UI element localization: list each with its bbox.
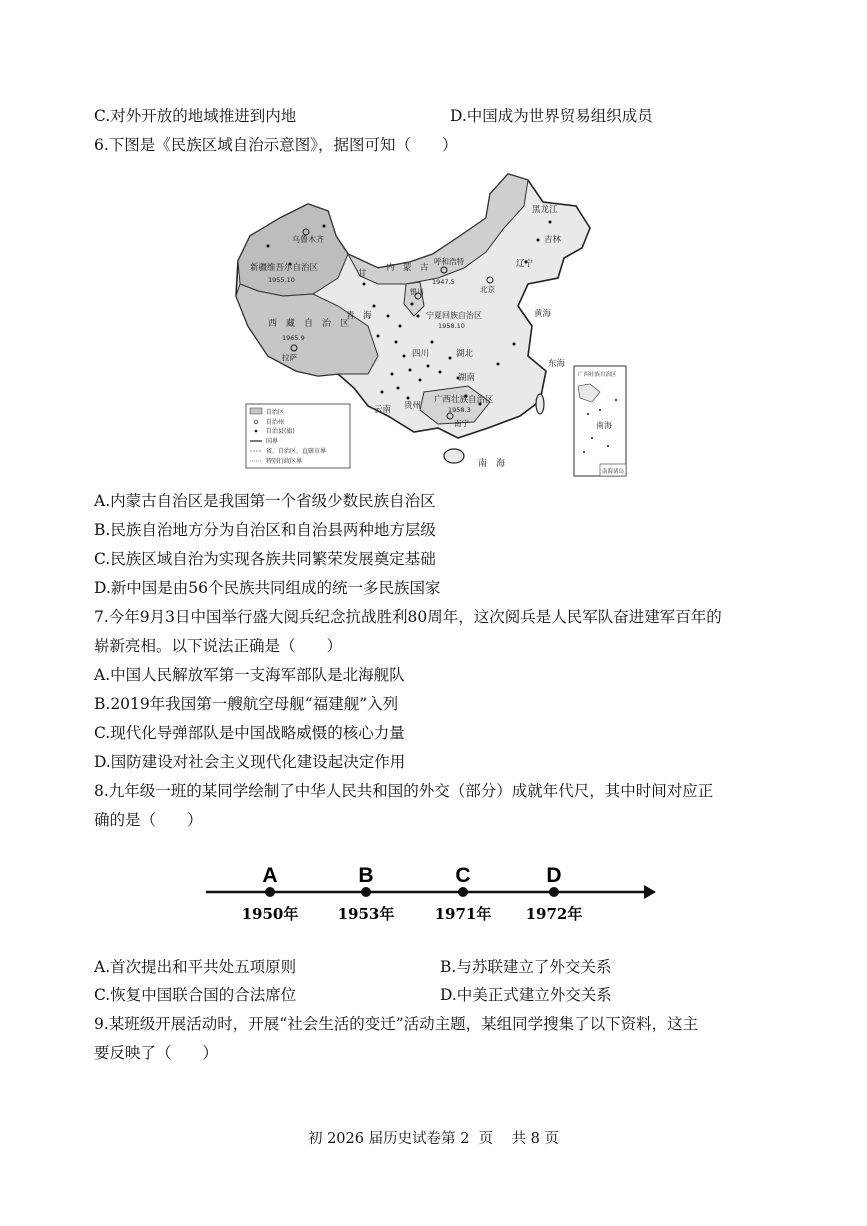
map-label-lhasa: 拉萨 xyxy=(282,353,297,362)
legend-item-province-border: 省、自治区、直辖市界 xyxy=(266,448,327,455)
timeline-letter-b: B xyxy=(358,864,374,887)
inset-box-label: 南海诸岛 xyxy=(602,469,625,475)
taiwan-island xyxy=(536,394,544,414)
timeline-year-c: 1971年 xyxy=(434,905,492,923)
map-label-gansu: 甘 xyxy=(358,269,367,279)
map-label-qinghai: 青 海 xyxy=(346,311,372,321)
map-label-tibet-year: 1965.9 xyxy=(282,334,305,342)
timeline-point-b xyxy=(361,887,371,897)
map-label-ningxia-year: 1958.10 xyxy=(438,322,465,330)
map-label-guangxi: 广西壮族自治区 xyxy=(434,395,494,405)
timeline-point-d xyxy=(549,887,559,897)
diplomacy-timeline xyxy=(200,856,660,936)
map-label-yunnan: 云南 xyxy=(374,405,392,415)
ethnic-autonomy-map xyxy=(228,166,628,478)
q9-stem-line1: 9.某班级开展活动时，开展“社会生活的变迁”活动主题，某组同学搜集了以下资料，这主 xyxy=(94,1015,699,1033)
map-label-nanhai: 南 海 xyxy=(478,459,506,469)
q7-option-a: A.中国人民解放军第一支海军部队是北海舰队 xyxy=(94,666,405,684)
timeline-year-b: 1953年 xyxy=(337,905,395,923)
map-label-inner-mongolia: 内 蒙 古 xyxy=(386,263,429,273)
q8-stem-line2: 确的是（ ） xyxy=(94,811,203,829)
map-label-guangxi-year: 1958.3 xyxy=(448,406,471,414)
map-label-tibet: 西 藏 自 治 区 xyxy=(268,319,350,329)
map-label-nanning: 南宁 xyxy=(454,419,469,428)
q9-stem-line2: 要反映了（ ） xyxy=(94,1044,219,1062)
timeline-point-c xyxy=(458,887,468,897)
map-label-jilin: 吉林 xyxy=(544,235,562,245)
legend-item-prefecture: 自治州 xyxy=(266,419,285,426)
q8-option-a: A.首次提出和平共处五项原则 xyxy=(94,958,297,976)
legend-item-sar-border: 特别行政区界 xyxy=(266,458,303,465)
hainan-island xyxy=(444,449,464,463)
map-label-hohhot: 呼和浩特 xyxy=(434,257,464,266)
timeline-letter-a: A xyxy=(262,864,278,887)
legend-item-border: 国界 xyxy=(266,438,279,445)
q6-stem: 6.下图是《民族区域自治示意图》，据图可知（ ） xyxy=(94,136,458,154)
map-label-yinchuan: 银川 xyxy=(410,288,424,296)
q5-option-d: D.中国成为世界贸易组织成员 xyxy=(450,107,653,125)
legend-item-region: 自治区 xyxy=(266,409,285,416)
q6-option-b: B.民族自治地方分为自治区和自治县两种地方层级 xyxy=(94,521,436,539)
q6-option-a: A.内蒙古自治区是我国第一个省级少数民族自治区 xyxy=(94,492,436,510)
timeline-arrowhead xyxy=(644,885,656,899)
q7-stem-line1: 7.今年9月3日中国举行盛大阅兵纪念抗战胜利80周年，这次阅兵是人民军队奋进建军百年的 xyxy=(94,608,722,626)
map-label-xinjiang-year: 1955.10 xyxy=(268,276,295,284)
page-footer: 初 2026 届历史试卷第 2 页 共 8 页 xyxy=(307,1131,560,1147)
map-label-im-year: 1947.5 xyxy=(432,278,455,286)
q6-option-c: C.民族区域自治为实现各族共同繁荣发展奠定基础 xyxy=(94,550,436,568)
map-label-hunan: 湖南 xyxy=(458,373,476,383)
q5-option-c: C.对外开放的地域推进到内地 xyxy=(94,107,297,125)
legend-item-county: 自治县(旗) xyxy=(266,428,295,435)
map-label-sichuan: 四川 xyxy=(412,349,430,359)
timeline-letter-d: D xyxy=(546,864,562,887)
q7-option-c: C.现代化导弹部队是中国战略威慑的核心力量 xyxy=(94,724,405,742)
q8-stem-line1: 8.九年级一班的某同学绘制了中华人民共和国的外交（部分）成就年代尺，其中时间对应正 xyxy=(94,782,714,800)
q8-option-b: B.与苏联建立了外交关系 xyxy=(440,958,612,976)
q6-option-d: D.新中国是由56个民族共同组成的统一多民族国家 xyxy=(94,579,441,597)
map-label-ningxia: 宁夏回族自治区 xyxy=(426,311,482,320)
q7-option-d: D.国防建设对社会主义现代化建设起决定作用 xyxy=(94,753,406,771)
map-label-beijing: 北京 xyxy=(480,285,495,294)
timeline-year-d: 1972年 xyxy=(525,905,583,923)
map-label-donghai: 东海 xyxy=(548,359,566,369)
map-legend xyxy=(246,404,350,468)
q8-option-d: D.中美正式建立外交关系 xyxy=(440,986,612,1004)
map-label-heilongjiang: 黑龙江 xyxy=(532,205,558,215)
map-label-hubei: 湖北 xyxy=(456,349,474,359)
q7-stem-line2: 崭新亮相。以下说法正确是（ ） xyxy=(94,637,343,655)
q8-option-c: C.恢复中国联合国的合法席位 xyxy=(94,986,297,1004)
q7-option-b: B.2019年我国第一艘航空母舰“福建舰”入列 xyxy=(94,695,399,713)
map-label-xinjiang: 新疆维吾尔自治区 xyxy=(250,263,319,273)
timeline-point-a xyxy=(265,887,275,897)
map-label-huanghai: 黄海 xyxy=(534,309,552,319)
south-china-sea-inset xyxy=(574,366,626,476)
timeline-year-a: 1950年 xyxy=(241,905,299,923)
map-label-guizhou: 贵州 xyxy=(404,401,422,411)
timeline-letter-c: C xyxy=(455,864,471,887)
map-label-urumqi: 乌鲁木齐 xyxy=(292,235,324,244)
inset-title: 广西壮族自治区 xyxy=(578,372,617,378)
map-label-liaoning: 辽宁 xyxy=(516,259,534,269)
inset-sea-label: 南海 xyxy=(596,421,612,430)
